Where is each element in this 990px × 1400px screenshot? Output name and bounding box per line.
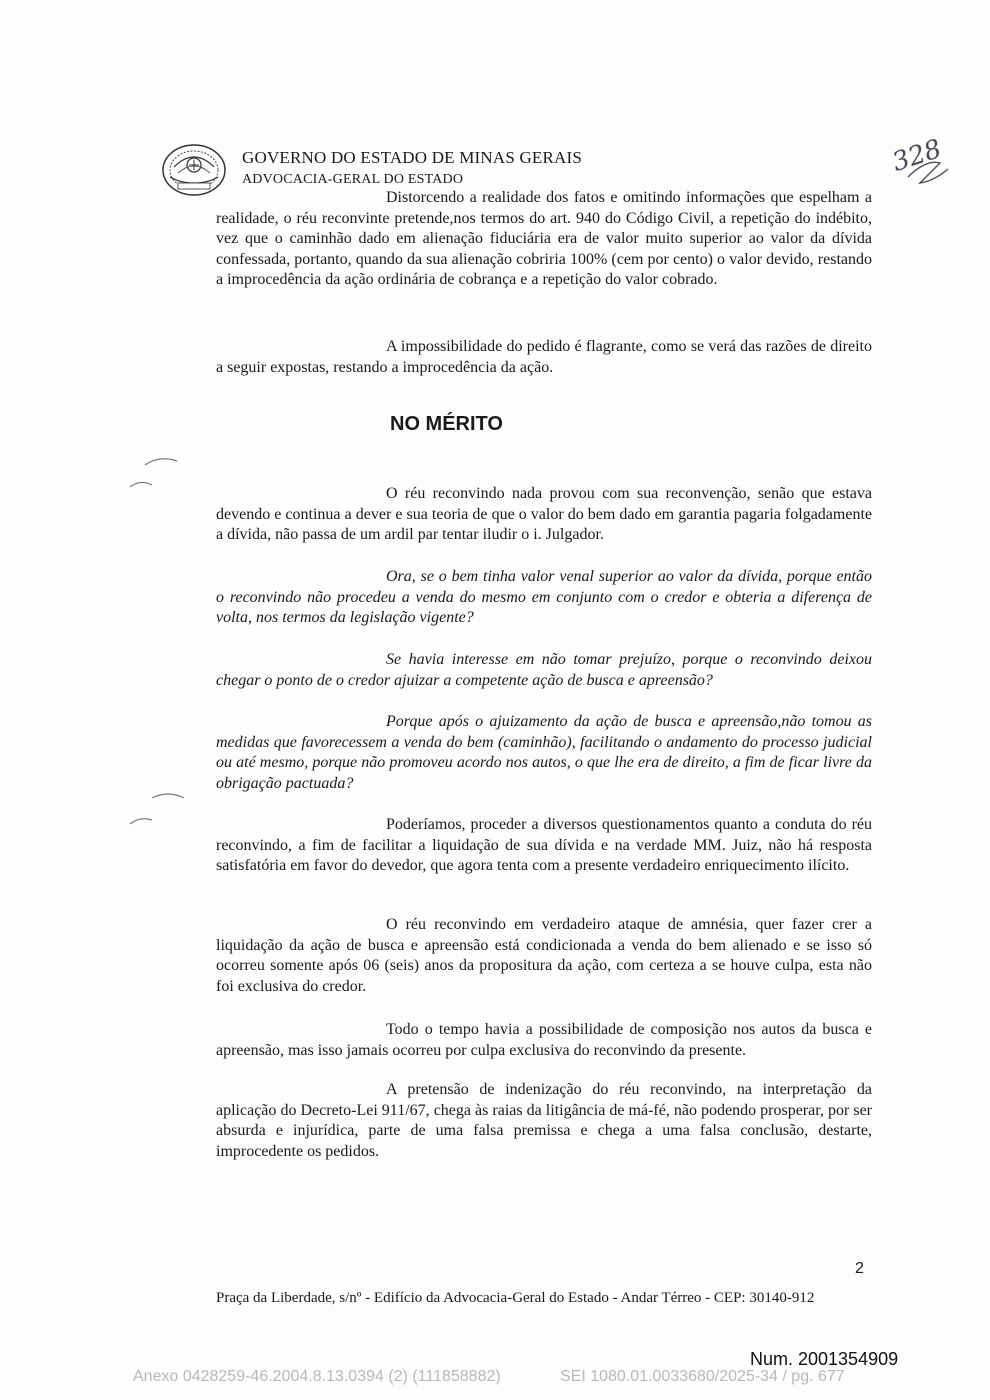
paragraph-intro-distortion: Distorcendo a realidade dos fatos e omitindo informações que espelham a realidade, o réu reconvinte pretende,nos termos do art. 940 do Código Civil, a repetição do indébito, vez que o caminhão dado em alienação fiduciária era de valor muito superior ao valor da dívida confessada, portanto, quando da sua alienação cobriria 100% (cem por cento) o valor devido, restando a improcedência da ação ordinária de cobrança e a repetição do valor cobrado. — [216, 189, 872, 288]
margin-mark — [128, 815, 154, 833]
handwritten-page-number — [890, 115, 960, 195]
paragraph-merit-question-1: Ora, se o bem tinha valor venal superior ao valor da dívida, porque então o reconvindo não procedeu a venda do mesmo em conjunto com o credor e obteria a diferença de volta, nos termos da legislação vigente? — [216, 568, 872, 626]
paragraph-merit-question-3: Porque após o ajuizamento da ação de busca e apreensão,não tomou as medidas que favorecessem a venda do bem (caminhão), facilitando o andamento do processo judicial ou até mesmo, porque não promoveu acordo nos autos, o que lhe era de direito, a fim de ficar livre da obrigação pactuada? — [216, 713, 872, 792]
document-number-stamp: Num. 2001354909 — [750, 1349, 899, 1369]
svg-text:328: 328 — [890, 134, 946, 178]
section-heading-merit: NO MÉRITO — [390, 413, 503, 435]
margin-mark — [150, 790, 186, 809]
paragraph-merit-4: Todo o tempo havia a possibilidade de composição nos autos da busca e apreensão, mas isso jamais ocorreu por culpa exclusiva do reconvindo da presente. — [216, 1021, 872, 1059]
page-number: 2 — [855, 1260, 864, 1277]
footer-address: Praça da Liberdade, s/nº - Edifício da Advocacia-Geral do Estado - Andar Térreo - CEP: 30140-912 — [216, 1290, 815, 1306]
paragraph-merit-2: Poderíamos, proceder a diversos questionamentos quanto a conduta do réu reconvindo, a fim de facilitar a liquidação de sua dívida e na verdade MM. Juiz, não há resposta satisfatória em favor do devedor, que agora tenta com a presente verdadeiro enriquecimento ilícito. — [216, 816, 872, 874]
margin-mark — [128, 478, 154, 496]
annex-stamp: Anexo 0428259-46.2004.8.13.0394 (2) (111858882) — [133, 1368, 501, 1385]
paragraph-merit-5: A pretensão de indenização do réu reconvindo, na interpretação da aplicação do Decreto-Lei 911/67, chega às raias da litigância de má-fé, não podendo prosperar, por ser absurda e injurídica, parte de uma falsa premissa e chega a uma falsa conclusão, destarte, improcedente os pedidos. — [216, 1081, 872, 1160]
header-government: GOVERNO DO ESTADO DE MINAS GERAIS — [242, 148, 583, 167]
paragraph-merit-question-2: Se havia interesse em não tomar prejuízo, porque o reconvindo deixou chegar o ponto de o credor ajuizar a competente ação de busca e apreensão? — [216, 651, 872, 689]
paragraph-merit-1: O réu reconvindo nada provou com sua reconvenção, senão que estava devendo e continua a dever e sua teoria de que o valor do bem dado em garantia pagaria folgadamente a dívida, não passa de um ardil par tentar iludir o i. Julgador. — [216, 485, 872, 543]
header-agency: ADVOCACIA-GERAL DO ESTADO — [242, 172, 464, 187]
sei-stamp: SEI 1080.01.0033680/2025-34 / pg. 677 — [560, 1368, 845, 1385]
paragraph-merit-3: O réu reconvindo em verdadeiro ataque de amnésia, quer fazer crer a liquidação da ação de busca e apreensão está condicionada a venda do bem alienado e se isso só ocorreu somente após 06 (seis) anos da propositura da ação, com certeza a se houve culpa, esta não foi exclusiva do credor. — [216, 916, 872, 995]
paragraph-intro-impossibility: A impossibilidade do pedido é flagrante, como se verá das razões de direito a seguir expostas, restando a improcedência da ação. — [216, 338, 872, 376]
margin-mark — [143, 455, 179, 474]
